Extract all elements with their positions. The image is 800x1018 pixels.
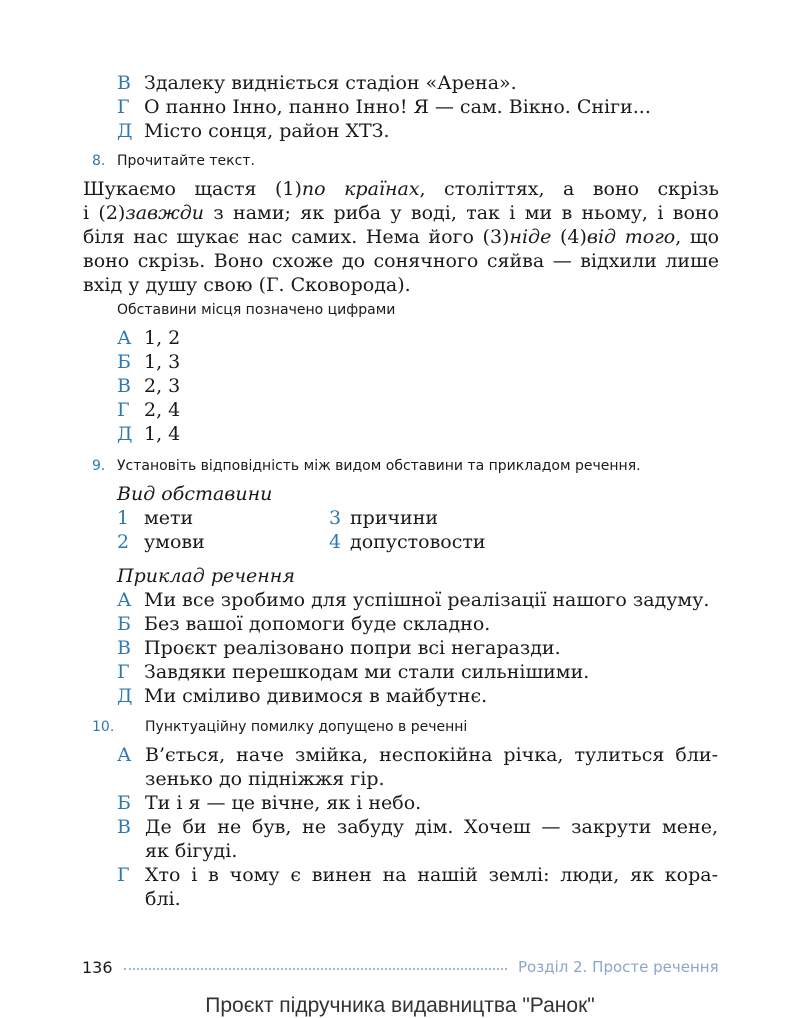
q10-option-h: Г Хто і в чому є винен на нашій землі: люди, як кора- блі.	[117, 864, 718, 910]
page-number: 136	[82, 958, 113, 977]
example-b: Б Без вашої допомоги буде складно.	[117, 613, 491, 635]
question-9-prompt: Установіть відповідність між видом обставини та прикладом речення.	[117, 458, 641, 474]
option-h: Г О панно Інно, панно Інно! Я — сам. Вікно. Сніги...	[117, 96, 651, 118]
question-8-passage	[83, 177, 719, 297]
q10-option-b: Б Ти і я — це вічне, як і небо.	[117, 792, 422, 814]
q10-option-v: В Де би не був, не забуду дім. Хочеш — закрути мене, як бігуді.	[117, 816, 718, 862]
example-h: Г Завдяки перешкодам ми стали сильнішими.	[117, 661, 590, 683]
passage-line: воно скрізь. Воно схоже до сонячного сяйва — відхили лише	[83, 250, 719, 272]
type-item: 1 мети	[117, 507, 194, 529]
question-9-number: 9.	[92, 458, 106, 474]
example-v: В Проєкт реалізовано попри всі негаразди.	[117, 637, 561, 659]
option-d: Д Місто сонця, район ХТЗ.	[117, 120, 390, 142]
answer-b: Б 1, 3	[117, 351, 181, 373]
heading-example: Приклад речення	[117, 565, 295, 587]
draft-watermark: Проєкт підручника видавництва "Ранок"	[205, 994, 595, 1017]
question-8-number: 8.	[92, 153, 106, 169]
passage-line: Шукаємо щастя (1)по країнах, століттях, а воно скрізь	[83, 178, 720, 200]
option-v: В Здалеку видніється стадіон «Арена».	[117, 72, 517, 94]
passage-line: біля нас шукає нас самих. Нема його (3)ніде (4)від того, що	[83, 226, 720, 248]
question-8-question: Обставини місця позначено цифрами	[117, 302, 396, 318]
type-item: 2 умови	[117, 531, 205, 553]
question-8-prompt: Прочитайте текст.	[117, 153, 255, 169]
answer-d: Д 1, 4	[117, 423, 181, 445]
answer-v: В 2, 3	[117, 375, 181, 397]
passage-line: і (2)завжди з нами; як риба у воді, так і ми в ньому, і воно	[83, 202, 719, 224]
answer-h: Г 2, 4	[117, 399, 181, 421]
answer-a: А 1, 2	[117, 327, 181, 349]
passage-line: вхід у душу свою (Г. Сковорода).	[83, 274, 411, 296]
question-10-prompt: Пунктуаційну помилку допущено в реченні	[145, 719, 468, 735]
type-item: 4 допустовости	[329, 531, 486, 553]
question-10-number: 10.	[92, 719, 115, 735]
section-title: Розділ 2. Просте речення	[518, 958, 719, 976]
example-d: Д Ми сміливо дивимося в майбутнє.	[117, 685, 488, 707]
footer-dotted-line	[124, 968, 507, 970]
example-a: А Ми все зробимо для успішної реалізації нашого задуму.	[117, 589, 710, 611]
heading-type: Вид обставини	[117, 483, 273, 505]
type-item: 3 причини	[329, 507, 439, 529]
q10-option-a: А В’ється, наче змійка, неспокійна річка, тулиться бли- зенько до підніжжя гір.	[117, 744, 718, 790]
